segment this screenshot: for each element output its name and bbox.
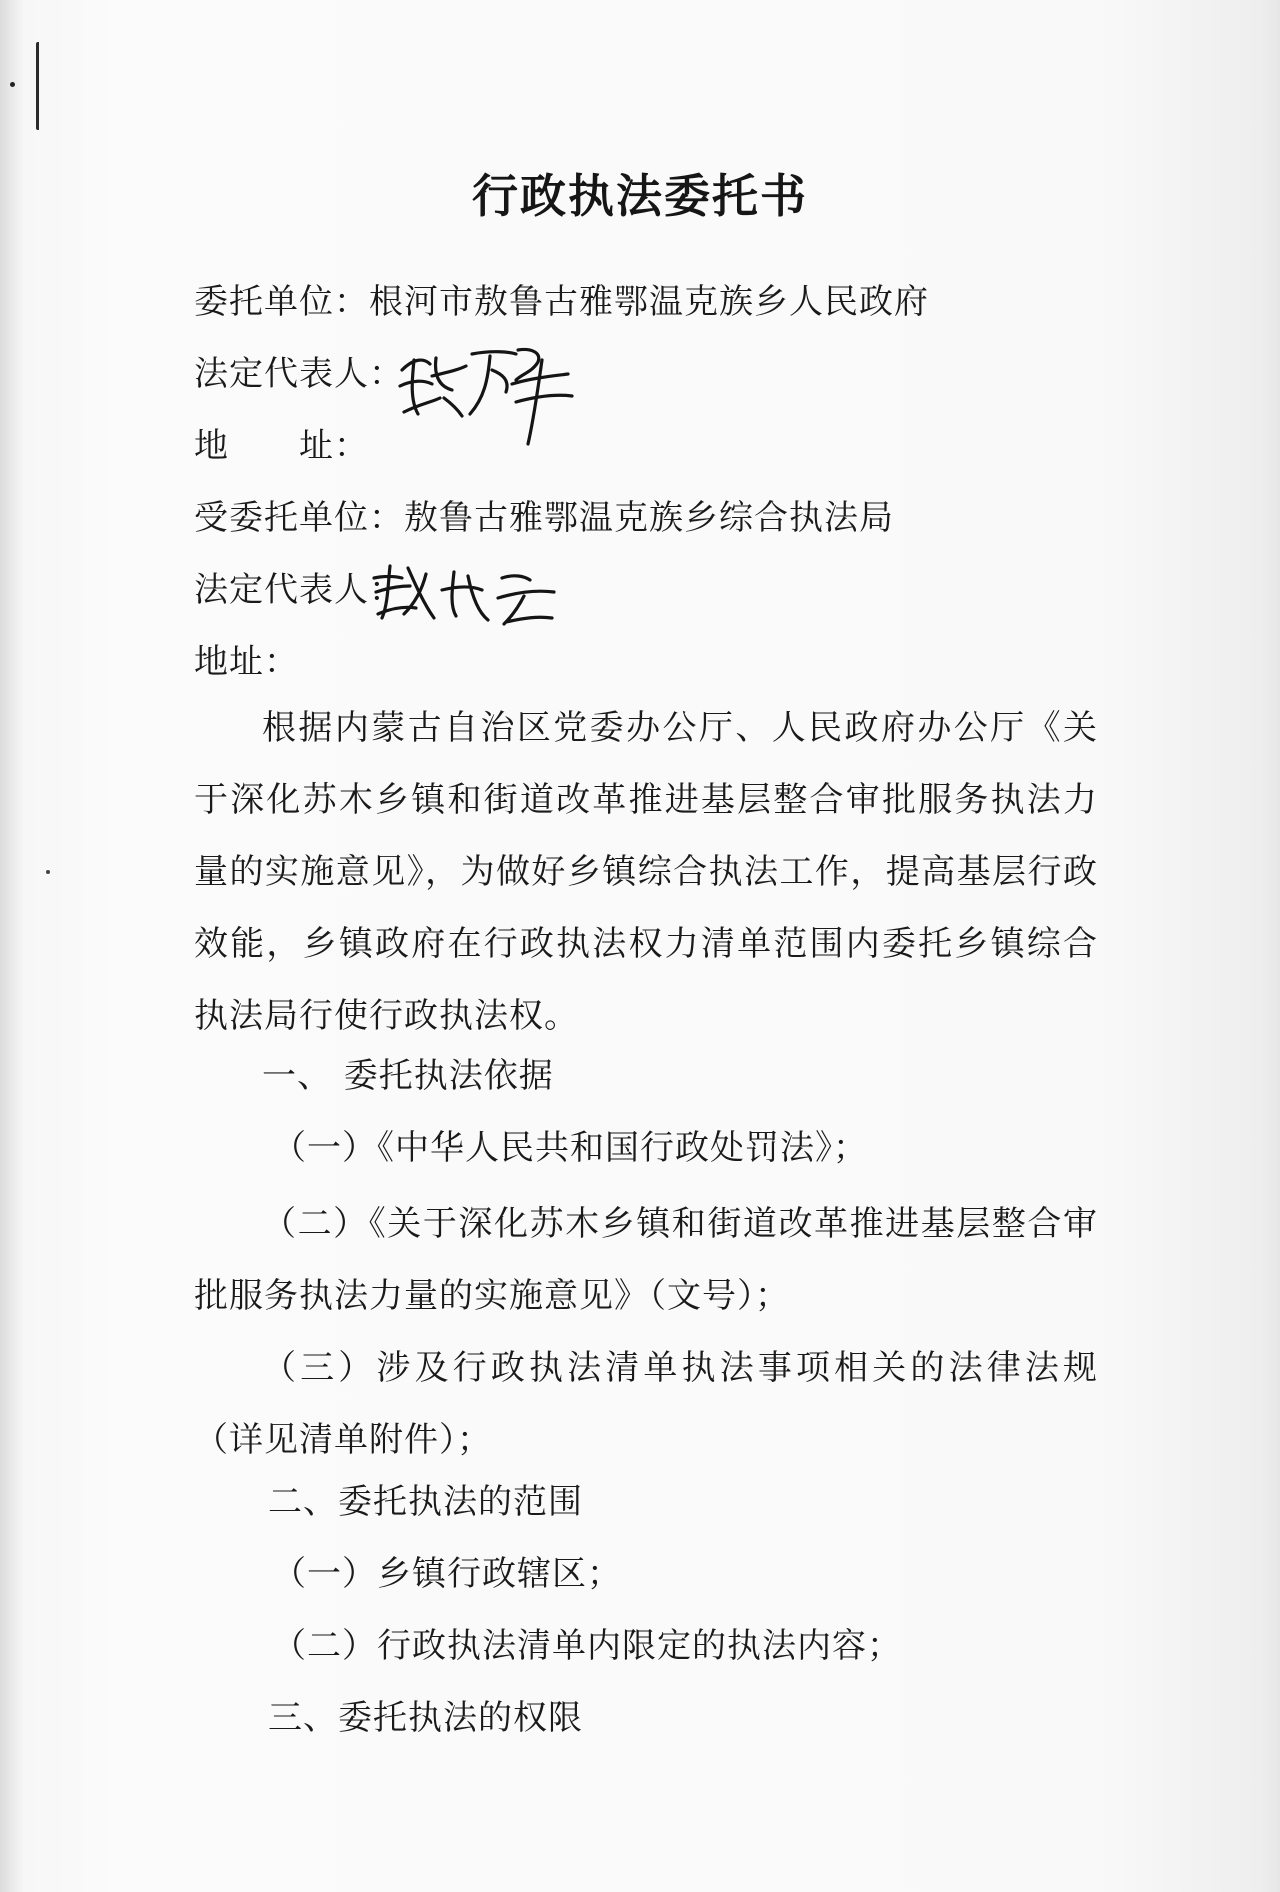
intro-paragraph: 根据内蒙古自治区党委办公厅、人民政府办公厅《关于深化苏木乡镇和街道改革推进基层整合审批服务执法力量的实施意见》，为做好乡镇综合执法工作，提高基层行政效能，乡镇政府在行政执法权力清单范围内委托乡镇综合执法局行使行政执法权。 <box>194 708 1098 1036</box>
address-1-label: 地 址： <box>194 426 369 466</box>
margin-dot <box>46 870 50 874</box>
legal-representative-2-label: 法定代表人： <box>194 570 404 610</box>
address-2-line <box>194 640 299 684</box>
entrusting-unit-label: 委托单位： <box>194 282 369 322</box>
signature-dai-zhongyun <box>368 556 568 632</box>
legal-representative-1-label: 法定代表人： <box>194 354 404 394</box>
section-2-heading: 二、委托执法的范围 <box>268 1482 583 1522</box>
legal-representative-1-line <box>194 352 404 396</box>
document-title: 行政执法委托书 <box>472 169 808 223</box>
section-1-item-3: （三）涉及行政执法清单执法事项相关的法律法规（详见清单附件）； <box>194 1348 1098 1460</box>
section-2-item-1: （一）乡镇行政辖区； <box>272 1554 622 1594</box>
section-1-heading: 一、 委托执法依据 <box>262 1056 554 1096</box>
signature-zhang-wanjun <box>392 340 582 450</box>
binding-mark <box>36 42 47 130</box>
section-1-item-2: （二）《关于深化苏木乡镇和街道改革推进基层整合审批服务执法力量的实施意见》（文号）； <box>194 1204 1098 1316</box>
entrusting-unit-value: 根河市敖鲁古雅鄂温克族乡人民政府 <box>369 282 929 322</box>
entrusted-unit-value: 敖鲁古雅鄂温克族乡综合执法局 <box>404 498 894 538</box>
section-1-item-1: （一）《中华人民共和国行政处罚法》； <box>272 1128 868 1168</box>
section-3-heading: 三、委托执法的权限 <box>268 1698 583 1738</box>
entrusted-unit-line <box>194 496 894 540</box>
entrusting-unit-line <box>194 280 929 324</box>
address-1-line <box>194 424 369 468</box>
binding-dot <box>10 82 15 87</box>
entrusted-unit-label: 受委托单位： <box>194 498 404 538</box>
address-2-label: 地址： <box>194 642 299 682</box>
section-2-item-2: （二）行政执法清单内限定的执法内容； <box>272 1626 902 1666</box>
